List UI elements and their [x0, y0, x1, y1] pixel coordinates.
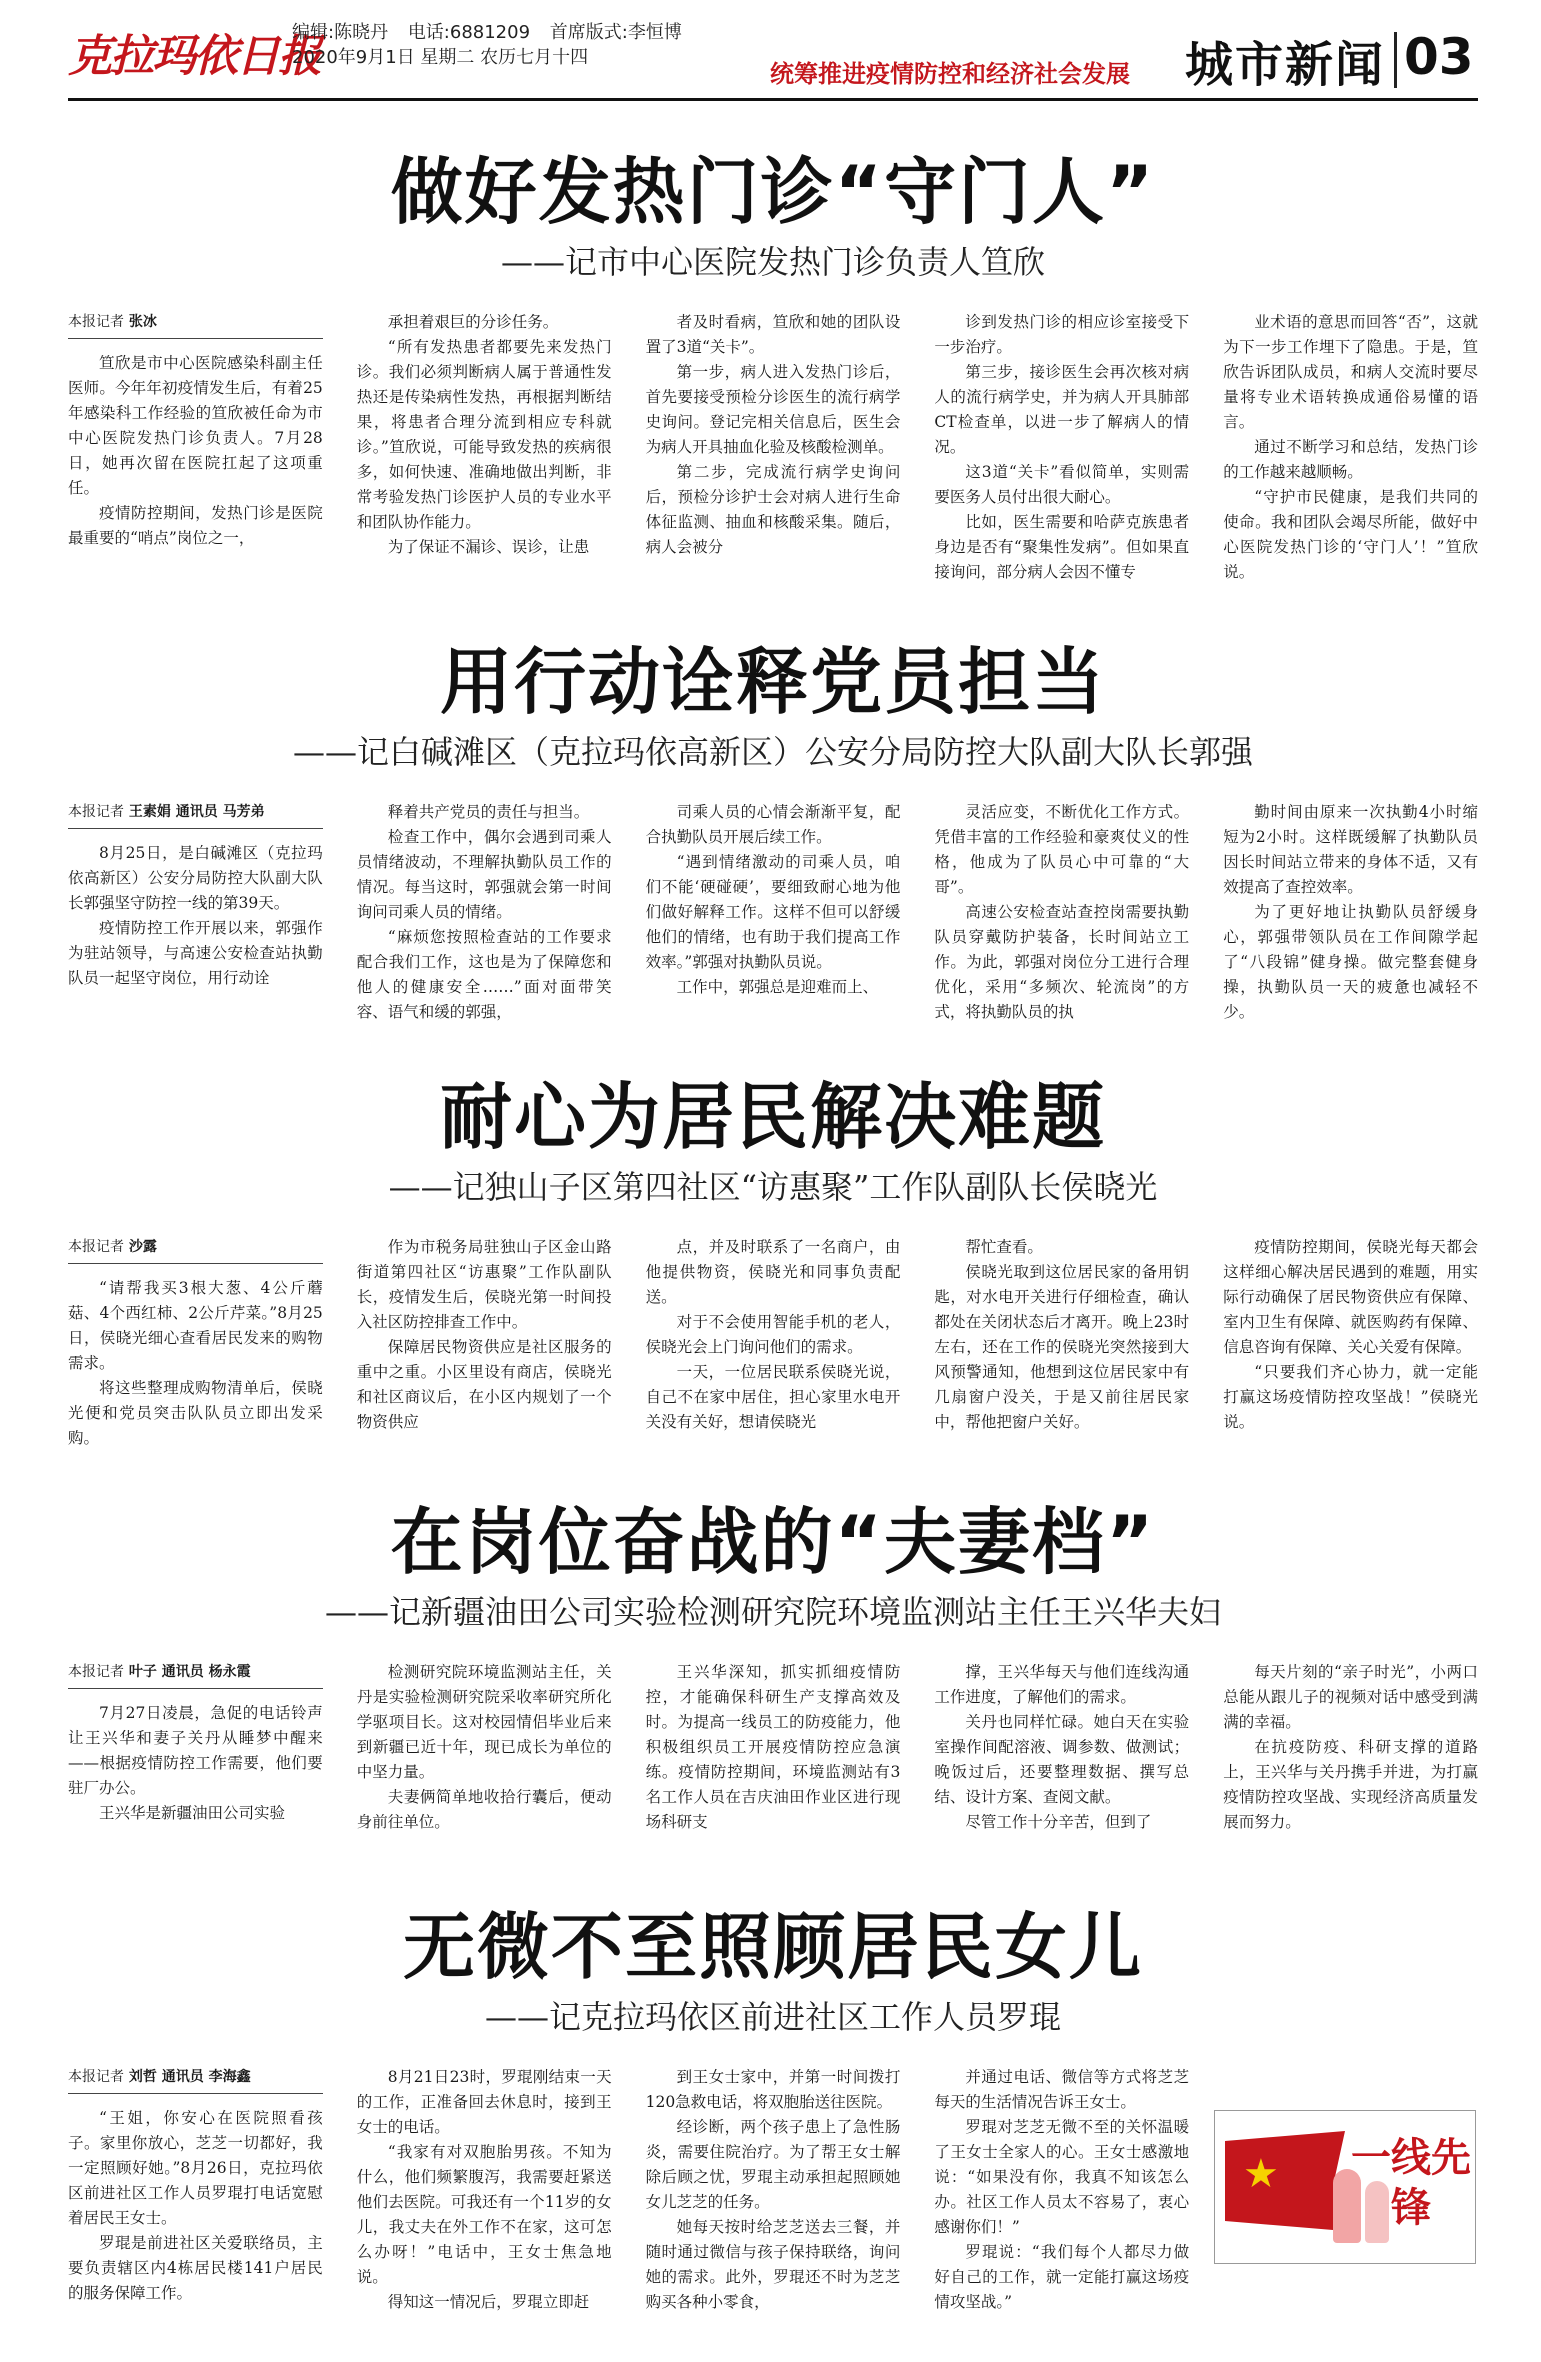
body-paragraph: “所有发热患者都要先来发热门诊。我们必须判断病人属于普通性发热还是传染病性发热，再根据判断结果，将患者合理分流到相应专科就诊。”笪欣说，可能导致发热的疾病很多，如何快速、准确地做出判断，非常考验发热门诊医护人员的专业水平和团队协作能力。 [356, 338, 612, 531]
page-number: 03 [1404, 28, 1474, 86]
article-columns [68, 1235, 1478, 1451]
body-paragraph: 灵活应变，不断优化工作方式。凭借丰富的工作经验和豪爽仗义的性格，他成为了队员心中可靠的“大哥”。 [934, 803, 1190, 896]
text-column [1223, 1660, 1478, 1835]
article-headline: 用行动诠释党员担当 [439, 640, 1106, 724]
masthead-rule [68, 98, 1478, 101]
body-paragraph: “遇到情绪激动的司乘人员，咱们不能‘硬碰硬’，要细致耐心地为他们做好解释工作。这样不但可以舒缓他们的情绪，也有助于我们提高工作效率。”郭强对执勤队员说。 [645, 853, 901, 971]
section-title: 城市新闻 [1185, 37, 1386, 93]
body-paragraph: 第三步，接诊医生会再次核对病人的流行病学史，并为病人开具肺部CT检查单，以进一步了解病人的情况。 [934, 363, 1190, 456]
byline-names: 刘哲 通讯员 李海鑫 [128, 2069, 251, 2085]
article-columns [68, 310, 1478, 585]
body-paragraph: 保障居民物资供应是社区服务的重中之重。小区里设有商店，侯晓光和社区商议后，在小区内规划了一个物资供应 [356, 1338, 612, 1431]
body-paragraph: 到王女士家中，并第一时间拨打120急救电话，将双胞胎送往医院。 [645, 2068, 901, 2111]
designer-credit: 首席版式:李恒博 [549, 22, 682, 43]
text-column [934, 1235, 1189, 1451]
body-paragraph: 8月25日，是白碱滩区（克拉玛依高新区）公安分局防控大队副大队长郭强坚守防控一线的第39天。 [68, 844, 323, 912]
article-columns [68, 1660, 1478, 1835]
body-paragraph: 为了更好地让执勤队员舒缓身心，郭强带领队员在工作间隙学起了“八段锦”健身操。做完整套健身操，执勤队员一天的疲惫也减轻不少。 [1223, 903, 1478, 1021]
text-column [1223, 800, 1478, 1025]
article-headline: 耐心为居民解决难题 [439, 1075, 1106, 1159]
body-paragraph: 勤时间由原来一次执勤4小时缩短为2小时。这样既缓解了执勤队员因长时间站立带来的身体不适，又有效提高了查控效率。 [1223, 803, 1478, 896]
body-paragraph: 7月27日凌晨，急促的电话铃声让王兴华和妻子关丹从睡梦中醒来——根据疫情防控工作需要，他们要驻厂办公。 [68, 1704, 323, 1797]
badge-label: 一线先锋 [1351, 2135, 1471, 2231]
body-paragraph: 释着共产党员的责任与担当。 [387, 803, 590, 821]
article-subhead: ——记独山子区第四社区“访惠聚”工作队副队长侯晓光 [388, 1168, 1158, 1206]
text-column [357, 1660, 612, 1835]
text-column [68, 310, 323, 585]
body-paragraph: 罗琨对芝芝无微不至的关怀温暖了王女士全家人的心。王女士感激地说：“如果没有你，我真不知该怎么办。社区工作人员太不容易了，衷心感谢你们！” [934, 2118, 1190, 2236]
body-paragraph: 帮忙查看。 [965, 1238, 1043, 1256]
frontline-vanguard-badge [1214, 2110, 1476, 2264]
text-column [357, 800, 612, 1025]
body-paragraph: 第一步，病人进入发热门诊后，首先要接受预检分诊医生的流行病学史询问。登记完相关信息后，医生会为病人开具抽血化验及核酸检测单。 [645, 363, 901, 456]
body-paragraph: 者及时看病，笪欣和她的团队设置了3道“关卡”。 [645, 313, 901, 356]
body-paragraph: 作为市税务局驻独山子区金山路街道第四社区“访惠聚”工作队副队长，疫情发生后，侯晓光第一时间投入社区防控排查工作中。 [356, 1238, 612, 1331]
text-column [934, 1660, 1189, 1835]
body-paragraph: 王兴华是新疆油田公司实验 [99, 1804, 286, 1822]
body-paragraph: 尽管工作十分辛苦，但到了 [965, 1813, 1152, 1831]
byline-names: 叶子 通讯员 杨永霞 [128, 1664, 251, 1680]
body-paragraph: 这3道“关卡”看似简单，实则需要医务人员付出很大耐心。 [934, 463, 1190, 506]
body-paragraph: “王姐，你安心在医院照看孩子。家里你放心，芝芝一切都好，我一定照顾好她。”8月26日，克拉玛依区前进社区工作人员罗琨打电话宽慰着居民王女士。 [68, 2109, 323, 2227]
body-paragraph: 为了保证不漏诊、误诊，让患 [387, 538, 590, 556]
article [68, 1075, 1478, 1451]
body-paragraph: “我家有对双胞胎男孩。不知为什么，他们频繁腹泻，我需要赶紧送他们去医院。可我还有一个11岁的女儿，我丈夫在外工作不在家，这可怎么办呀！”电话中，王女士焦急地说。 [356, 2143, 612, 2286]
body-paragraph: 一天，一位居民联系侯晓光说，自己不在家中居住，担心家里水电开关没有关好，想请侯晓光 [645, 1363, 901, 1431]
newspaper-logo: 克拉玛依日报 [68, 31, 320, 82]
body-paragraph: 对于不会使用智能手机的老人，侯晓光会上门询问他们的需求。 [645, 1313, 901, 1356]
edition-meta [292, 20, 696, 70]
byline [68, 1660, 323, 1689]
byline [68, 2065, 323, 2094]
byline [68, 1235, 323, 1264]
star-icon: ★ [1243, 2151, 1279, 2197]
body-paragraph: 疫情防控期间，侯晓光每天都会这样细心解决居民遇到的难题，用实际行动确保了居民物资供应有保障、室内卫生有保障、就医购药有保障、信息咨询有保障、关心关爱有保障。 [1223, 1238, 1478, 1356]
body-paragraph: 在抗疫防疫、科研支撑的道路上，王兴华与关丹携手并进，为打赢疫情防控攻坚战、实现经济高质量发展而努力。 [1223, 1738, 1478, 1831]
body-paragraph: 每天片刻的“亲子时光”，小两口总能从跟儿子的视频对话中感受到满满的幸福。 [1223, 1663, 1478, 1731]
body-paragraph: 经诊断，两个孩子患上了急性肠炎，需要住院治疗。为了帮王女士解除后顾之忧，罗琨主动承担起照顾她女儿芝芝的任务。 [645, 2118, 901, 2211]
text-column [357, 2065, 612, 2315]
article [68, 150, 1478, 585]
phone-number: 电话:6881209 [407, 22, 531, 43]
body-paragraph: 侯晓光取到这位居民家的备用钥匙，对水电开关进行仔细检查，确认都处在关闭状态后才离开。晚上23时左右，还在工作的侯晓光突然接到大风预警通知，他想到这位居民家中有几扇窗户没关，于是又前往居民家中，帮他把窗户关好。 [934, 1263, 1190, 1431]
editor-credit: 编辑:陈晓丹 [292, 22, 389, 43]
text-column [646, 800, 901, 1025]
text-column [68, 1235, 323, 1451]
body-paragraph: 疫情防控工作开展以来，郭强作为驻站领导，与高速公安检查站执勤队员一起坚守岗位，用行动诠 [68, 919, 323, 987]
byline-label: 本报记者 [68, 1239, 124, 1255]
text-column [934, 310, 1189, 585]
body-paragraph: “麻烦您按照检查站的工作要求配合我们工作，这也是为了保障您和他人的健康安全……”面对面带笑容、语气和缓的郭强， [356, 928, 612, 1021]
article-headline: 做好发热门诊“守门人” [390, 150, 1156, 234]
article [68, 640, 1478, 1025]
byline-names: 沙露 [128, 1239, 157, 1255]
body-paragraph: 8月21日23时，罗琨刚结束一天的工作，正准备回去休息时，接到王女士的电话。 [356, 2068, 612, 2136]
body-paragraph: 撑，王兴华每天与他们连线沟通工作进度，了解他们的需求。 [934, 1663, 1190, 1706]
byline-label: 本报记者 [68, 2069, 124, 2085]
byline [68, 800, 323, 829]
byline-names: 王素娟 通讯员 马芳弟 [128, 804, 265, 820]
page-slogan: 统筹推进疫情防控和经济社会发展 [770, 60, 1130, 88]
body-paragraph: 检查工作中，偶尔会遇到司乘人员情绪波动，不理解执勤队员工作的情况。每当这时，郭强就会第一时间询问司乘人员的情绪。 [356, 828, 612, 921]
byline-names: 张冰 [128, 314, 157, 330]
body-paragraph: 夫妻俩简单地收拾行囊后，便动身前往单位。 [356, 1788, 612, 1831]
body-paragraph: 比如，医生需要和哈萨克族患者身边是否有“聚集性发病”。但如果直接询问，部分病人会因不懂专 [934, 513, 1190, 581]
body-paragraph: 并通过电话、微信等方式将芝芝每天的生活情况告诉王女士。 [934, 2068, 1190, 2111]
body-paragraph: 工作中，郭强总是迎难而上、 [676, 978, 879, 996]
text-column [68, 2065, 323, 2315]
body-paragraph: 第二步，完成流行病学史询问后，预检分诊护士会对病人进行生命体征监测、抽血和核酸采集。随后，病人会被分 [645, 463, 901, 556]
text-column [646, 310, 901, 585]
body-paragraph: 关丹也同样忙碌。她白天在实验室操作间配溶液、调参数、做测试；晚饭过后，还要整理数据、撰写总结、设计方案、查阅文献。 [934, 1713, 1190, 1806]
byline-label: 本报记者 [68, 1664, 124, 1680]
body-paragraph: “只要我们齐心协力，就一定能打赢这场疫情防控攻坚战！”侯晓光说。 [1223, 1363, 1478, 1431]
text-column [1223, 310, 1478, 585]
text-column [646, 2065, 901, 2315]
body-paragraph: “守护市民健康，是我们共同的使命。我和团队会竭尽所能，做好中心医院发热门诊的‘守门人’！”笪欣说。 [1223, 488, 1478, 581]
body-paragraph: 承担着艰巨的分诊任务。 [387, 313, 559, 331]
body-paragraph: 王兴华深知，抓实抓细疫情防控，才能确保科研生产支撑高效及时。为提高一线员工的防疫能力，他积极组织员工开展疫情防控应急演练。疫情防控期间，环境监测站有3名工作人员在吉庆油田作业区进行现场科研支 [645, 1663, 901, 1831]
article-subhead: ——记新疆油田公司实验检测研究院环境监测站主任王兴华夫妇 [324, 1593, 1221, 1631]
body-paragraph: 罗琨是前进社区关爱联络员，主要负责辖区内4栋居民楼141户居民的服务保障工作。 [68, 2234, 323, 2302]
body-paragraph: 检测研究院环境监测站主任，关丹是实验检测研究院采收率研究所化学驱项目长。这对校园情侣毕业后来到新疆已近十年，现已成长为单位的中坚力量。 [356, 1663, 612, 1781]
article-subhead: ——记克拉玛依区前进社区工作人员罗琨 [484, 1998, 1061, 2036]
body-paragraph: 司乘人员的心情会渐渐平复，配合执勤队员开展后续工作。 [645, 803, 901, 846]
body-paragraph: “请帮我买3根大葱、4公斤蘑菇、4个西红柿、2公斤芹菜。”8月25日，侯晓光细心查看居民发来的购物需求。 [68, 1279, 323, 1372]
body-paragraph: 将这些整理成购物清单后，侯晓光便和党员突击队队员立即出发采购。 [68, 1379, 323, 1447]
text-column [934, 2065, 1189, 2315]
body-paragraph: 罗琨说：“我们每个人都尽力做好自己的工作，就一定能打赢这场疫情攻坚战。” [934, 2243, 1190, 2311]
body-paragraph: 笪欣是市中心医院感染科副主任医师。今年年初疫情发生后，有着25年感染科工作经验的笪欣被任命为市中心医院发热门诊负责人。7月28日，她再次留在医院扛起了这项重任。 [68, 354, 323, 497]
text-column [68, 1660, 323, 1835]
body-paragraph: 高速公安检查站查控岗需要执勤队员穿戴防护装备，长时间站立工作。为此，郭强对岗位分工进行合理优化，采用“多频次、轮流岗”的方式，将执勤队员的执 [934, 903, 1190, 1021]
body-paragraph: 诊到发热门诊的相应诊室接受下一步治疗。 [934, 313, 1190, 356]
article-columns [68, 800, 1478, 1025]
body-paragraph: 通过不断学习和总结，发热门诊的工作越来越顺畅。 [1223, 438, 1478, 481]
text-column [934, 800, 1189, 1025]
text-column [357, 310, 612, 585]
body-paragraph: 她每天按时给芝芝送去三餐，并随时通过微信与孩子保持联络，询问她的需求。此外，罗琨还不时为芝芝购买各种小零食， [645, 2218, 901, 2311]
text-column [1223, 1235, 1478, 1451]
byline [68, 310, 323, 339]
header-divider [1394, 32, 1397, 88]
text-column [646, 1235, 901, 1451]
article-headline: 在岗位奋战的“夫妻档” [390, 1500, 1156, 1584]
body-paragraph: 点，并及时联系了一名商户，由他提供物资，侯晓光和同事负责配送。 [645, 1238, 901, 1306]
body-paragraph: 疫情防控期间，发热门诊是医院最重要的“哨点”岗位之一， [68, 504, 323, 547]
byline-label: 本报记者 [68, 804, 124, 820]
text-column [357, 1235, 612, 1451]
text-column [68, 800, 323, 1025]
issue-date: 2020年9月1日 星期二 农历七月十四 [292, 47, 589, 68]
article-subhead: ——记市中心医院发热门诊负责人笪欣 [500, 243, 1045, 281]
byline-label: 本报记者 [68, 314, 124, 330]
article-subhead: ——记白碱滩区（克拉玛依高新区）公安分局防控大队副大队长郭强 [292, 733, 1253, 771]
text-column [646, 1660, 901, 1835]
article [68, 1500, 1478, 1835]
body-paragraph: 得知这一情况后，罗琨立即赶 [387, 2293, 590, 2311]
body-paragraph: 业术语的意思而回答“否”，这就为下一步工作埋下了隐患。于是，笪欣告诉团队成员，和病人交流时要尽量将专业术语转换成通俗易懂的语言。 [1223, 313, 1478, 431]
article-headline: 无微不至照顾居民女儿 [402, 1905, 1143, 1989]
masthead [0, 0, 1541, 100]
